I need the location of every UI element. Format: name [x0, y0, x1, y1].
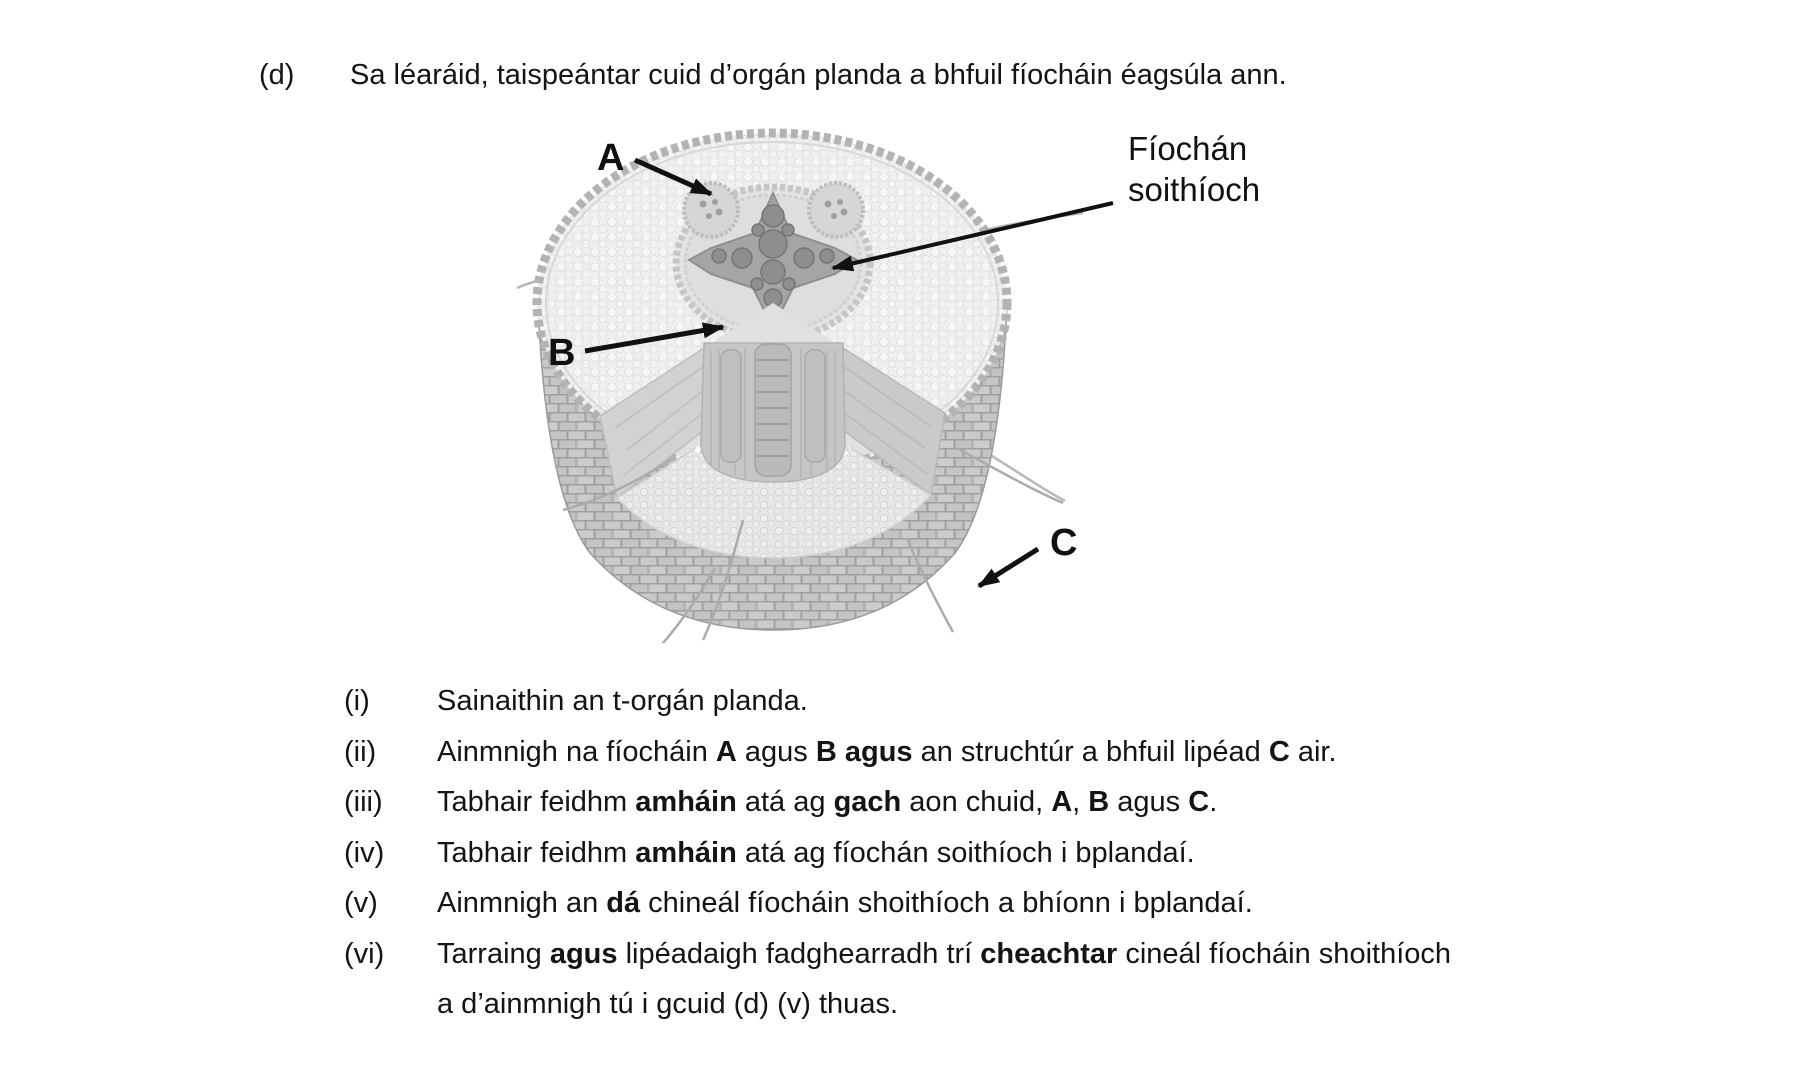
subquestion-number: (i) [344, 685, 370, 717]
subquestion-row [344, 878, 1497, 929]
subquestion-number: (vi) [344, 937, 385, 970]
subquestion-row [344, 929, 1497, 1030]
label-c-arrow [979, 549, 1038, 586]
root-cross-section-illustration [505, 98, 1305, 643]
label-c: C [1050, 522, 1078, 564]
subquestion-list [344, 676, 1497, 1030]
plant-organ-diagram [505, 98, 1305, 643]
subquestion-number: (iv) [344, 836, 385, 869]
subquestion-number: (ii) [344, 735, 377, 768]
vascular-tissue-label-line1: Fíochán [1128, 130, 1248, 167]
label-a: A [597, 137, 625, 179]
subquestion-number: (v) [344, 887, 378, 919]
subquestion-number: (iii) [344, 786, 383, 818]
label-b: B [548, 332, 576, 374]
subquestion-text: Tabhair feidhm amháin atá ag fíochán soithíoch i bplandaí. [437, 836, 1195, 869]
question-intro [259, 57, 1287, 93]
subquestion-text: Tarraing agus lipéadaigh fadghearradh trí cheachtar cineál fíocháin shoithíoch a d’ainmnigh tú i gcuid (d) (v) thuas. [437, 937, 1452, 1020]
subquestion-row [344, 727, 1497, 778]
question-intro-text: Sa léaráid, taispeántar cuid d’orgán planda a bhfuil fíocháin éagsúla ann. [350, 59, 1287, 91]
subquestion-row [344, 828, 1497, 879]
vascular-tissue-label-line2: soithíoch [1128, 171, 1261, 208]
question-part-label: (d) [259, 59, 295, 91]
subquestion-text: Ainmnigh an dá chineál fíocháin shoithíoch a bhíonn i bplandaí. [437, 887, 1253, 919]
subquestion-row [344, 676, 1497, 727]
subquestion-text: Ainmnigh na fíocháin A agus B agus an struchtúr a bhfuil lipéad C air. [437, 735, 1337, 768]
subquestion-text: Tabhair feidhm amháin atá ag gach aon chuid, A, B agus C. [437, 786, 1218, 818]
subquestion-text: Sainaithin an t-orgán planda. [437, 685, 808, 717]
subquestion-row [344, 777, 1497, 828]
